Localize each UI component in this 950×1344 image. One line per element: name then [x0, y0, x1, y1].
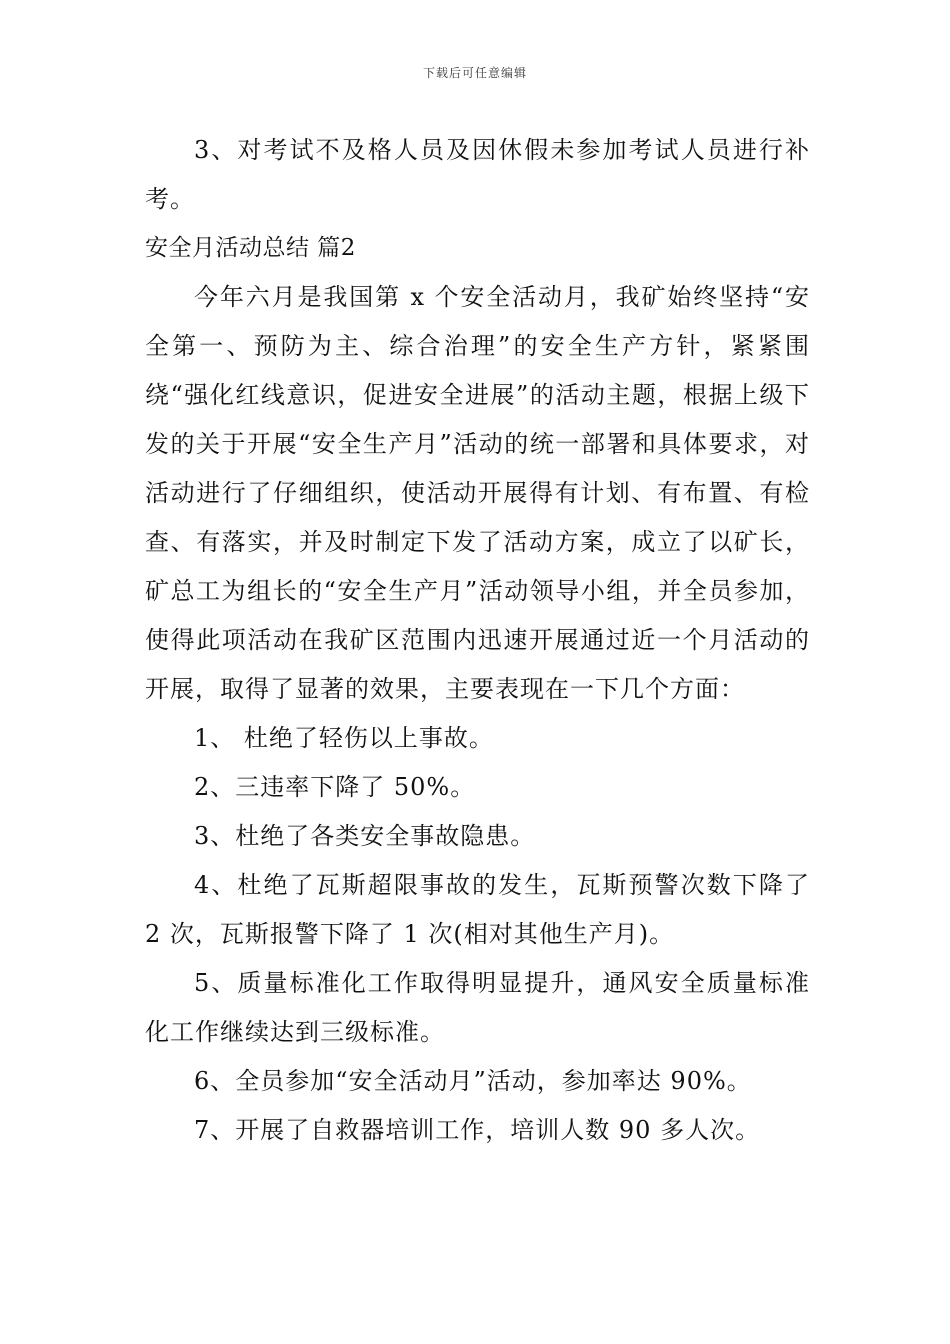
- list-item-7: 7、开展了自救器培训工作，培训人数 90 多人次。: [194, 1116, 761, 1144]
- section-heading: 安全月活动总结 篇2: [145, 235, 356, 261]
- list-item-6: 6、全员参加“安全活动月”活动，参加率达 90%。: [194, 1067, 752, 1095]
- list-item-5: 5、质量标准化工作取得明显提升，通风安全质量标准化工作继续达到三级标准。: [145, 969, 810, 1046]
- list-item-3: 3、杜绝了各类安全事故隐患。: [194, 822, 536, 850]
- paragraph-makeup-exam: 3、对考试不及格人员及因休假未参加考试人员进行补考。: [145, 136, 810, 213]
- paragraph-intro: 今年六月是我国第 x 个安全活动月，我矿始终坚持“安全第一、预防为主、综合治理”的安全生产方针，紧紧围绕“强化红线意识，促进安全进展”的活动主题，根据上级下发的关于开展“安全生产月”活动的统一部署和具体要求，对活动进行了仔细组织，使活动开展得有计划、有布置、有检查、有落实，并及时制定下发了活动方案，成立了以矿长，矿总工为组长的“安全生产月”活动领导小组，并全员参加，使得此项活动在我矿区范围内迅速开展通过近一个月活动的开展，取得了显著的效果，主要表现在一下几个方面：: [145, 283, 810, 703]
- list-item-1: 1、 杜绝了轻伤以上事故。: [194, 724, 494, 752]
- list-item-4: 4、杜绝了瓦斯超限事故的发生，瓦斯预警次数下降了 2 次，瓦斯报警下降了 1 次(相对其他生产月)。: [145, 871, 810, 948]
- list-item-2: 2、三违率下降了 50%。: [194, 773, 476, 801]
- document-body: [145, 126, 810, 1155]
- page-header-note: 下载后可任意编辑: [422, 66, 527, 80]
